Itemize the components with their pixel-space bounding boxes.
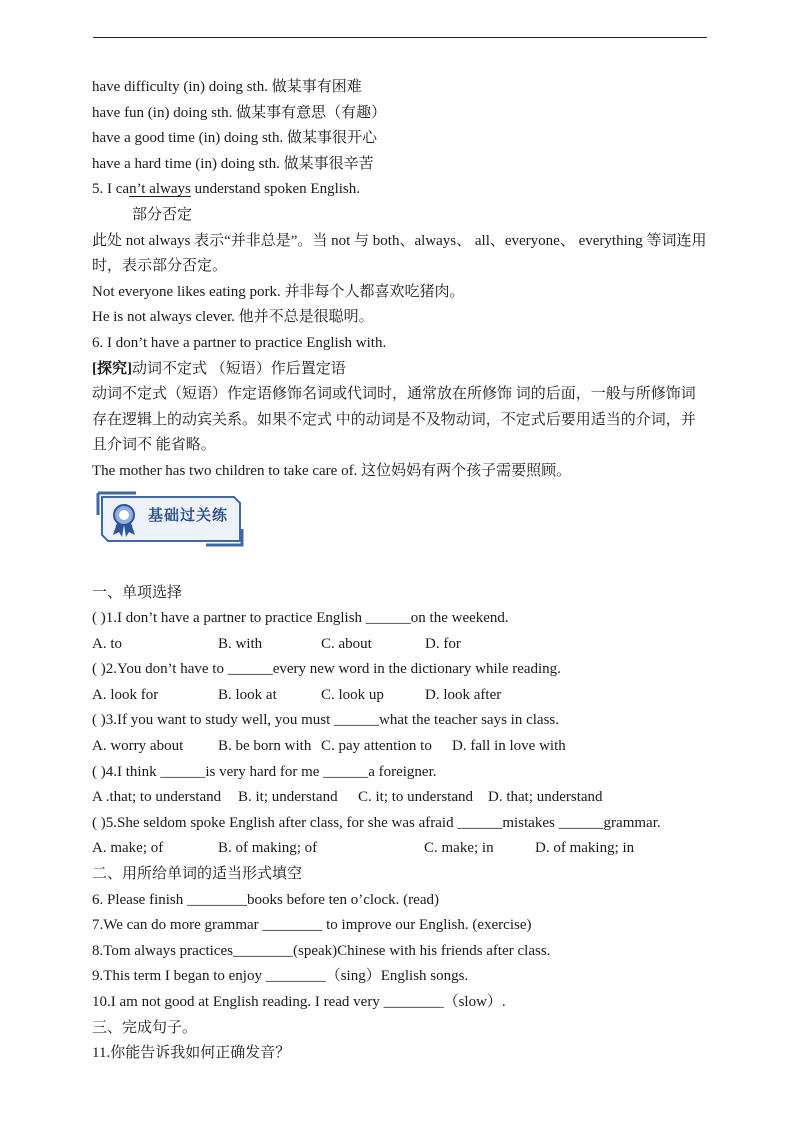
option-a: A. to (92, 635, 122, 652)
example-sentence: Not everyone likes eating pork. 并非每个人都喜欢吃猪肉。 (92, 283, 465, 300)
phrase-line: have difficulty (in) doing sth. 做某事有困难 (92, 79, 362, 95)
option-c: C. pay attention to (321, 738, 432, 755)
fill-blank-item: 10.I am not good at English reading. I read very ________（slow）. (92, 994, 506, 1010)
option-b: B. be born with (218, 738, 312, 755)
item5-note: 部分否定 (132, 206, 193, 223)
sentence-item: 11.你能告诉我如何正确发音？ (92, 1045, 291, 1062)
phrase-line: have a good time (in) doing sth. 做某事很开心 (92, 130, 377, 147)
fill-blank-item: 7.We can do more grammar ________ to improve our English. (exercise) (92, 917, 532, 934)
question-options (92, 683, 710, 709)
explore-tag: [探究] (92, 360, 132, 377)
option-a: A .that; to understand (92, 789, 222, 806)
option-b: B. it; understand (238, 789, 338, 806)
option-c: C. it; to understand (358, 789, 473, 806)
question-stem: ( )5.She seldom spoke English after class, for she was afraid ______mistakes ______grammar. (92, 814, 661, 831)
option-c: C. look up (321, 686, 384, 703)
option-a: A. make; of (92, 840, 164, 857)
item5-explain: 此处 not always 表示“并非总是”。当 not 与 both、always、 all、everyone、 everything 等词连用时，表示部分否定。 (92, 232, 707, 275)
question-options (92, 632, 710, 658)
question-options (92, 836, 710, 862)
question-options (92, 785, 710, 811)
option-c: C. make; in (424, 840, 494, 857)
option-d: D. that; understand (488, 789, 603, 806)
question-stem: ( )1.I don’t have a partner to practice English ______on the weekend. (92, 610, 509, 627)
section3-title: 三、完成句子。 (92, 1019, 198, 1036)
option-a: A. worry about (92, 738, 184, 755)
section2-title: 二、用所给单词的适当形式填空 (92, 866, 303, 883)
badge-label: 基础过关练 (148, 505, 229, 524)
option-d: D. fall in love with (452, 738, 566, 755)
fill-blank-item: 9.This term I began to enjoy ________（sing）English songs. (92, 968, 469, 985)
example-sentence: The mother has two children to take care of. 这位妈妈有两个孩子需要照顾。 (92, 462, 572, 479)
option-d: D. look after (425, 686, 502, 703)
option-a: A. look for (92, 686, 159, 703)
content (92, 75, 710, 1067)
question-stem: ( )4.I think ______is very hard for me ______a foreigner. (92, 763, 437, 780)
question-options (92, 734, 710, 760)
underlined-phrase: n’t always (129, 181, 191, 198)
question-stem: ( )3.If you want to study well, you must ______what the teacher says in class. (92, 712, 559, 729)
option-b: B. of making; of (218, 840, 318, 857)
option-b: B. look at (218, 686, 277, 703)
item6-explain: 动词不定式（短语）作定语修饰名词或代词时，通常放在所修饰 词的后面，一般与所修饰词存在逻辑上的动宾关系。如果不定式 中的动词是不及物动词，不定式后要用适当的介词，并且介词不 能省略。 (92, 386, 696, 454)
question-stem: ( )2.You don’t have to ______every new word in the dictionary while reading. (92, 661, 561, 678)
fill-blank-item: 8.Tom always practices________(speak)Chinese with his friends after class. (92, 942, 551, 959)
fill-blank-item: 6. Please finish ________books before ten o’clock. (read) (92, 891, 439, 908)
section1-title: 一、单项选择 (92, 584, 183, 601)
header-rule (93, 37, 707, 38)
phrase-line: have a hard time (in) doing sth. 做某事很辛苦 (92, 155, 374, 172)
item5-sentence: 5. I can’t always understand spoken English. (92, 181, 361, 198)
section-badge (96, 489, 244, 551)
option-d: D. of making; in (535, 840, 635, 857)
example-sentence: He is not always clever. 他并不总是很聪明。 (92, 309, 374, 326)
phrase-line: have fun (in) doing sth. 做某事有意思（有趣） (92, 104, 387, 121)
option-c: C. about (321, 635, 372, 652)
item6-tag-line: [探究]动词不定式 （短语）作后置定语 (92, 360, 346, 377)
option-d: D. for (425, 635, 461, 652)
option-b: B. with (218, 635, 263, 652)
item6-sentence: 6. I don’t have a partner to practice English with. (92, 334, 387, 351)
